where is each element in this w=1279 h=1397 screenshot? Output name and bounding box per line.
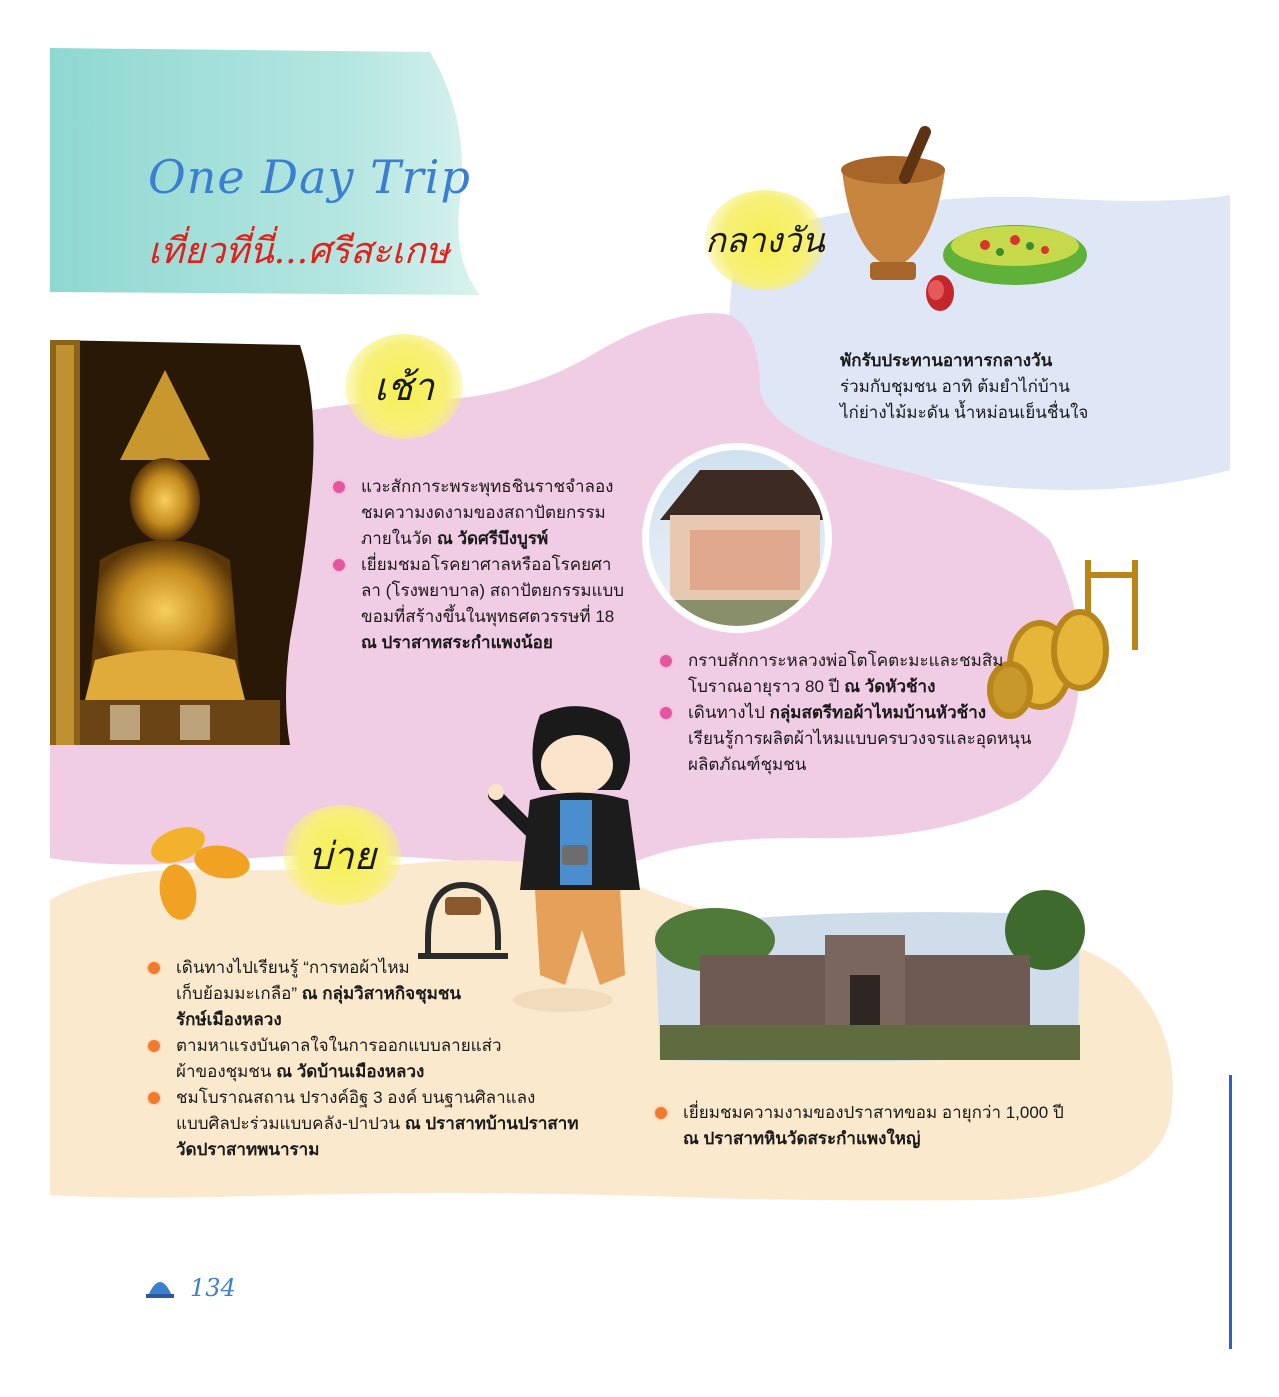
- afternoon-list: [148, 955, 598, 1163]
- place-name: รักษ์เมืองหลวง: [176, 1010, 282, 1029]
- item-line: ชมโบราณสถาน ปรางค์อิฐ 3 องค์ บนฐานศิลาแลง: [176, 1088, 536, 1107]
- item-text: ภายในวัด: [361, 529, 437, 548]
- item-line: ตามหาแรงบันดาลใจในการออกแบบลายแส่ว: [176, 1036, 502, 1055]
- place-name: ณ ปราสาทบ้านปราสาท: [404, 1114, 579, 1133]
- list-item: [660, 700, 1060, 778]
- item-text: โบราณอายุราว 80 ปี: [688, 677, 845, 696]
- place-name: วัดปราสาทพนาราม: [176, 1140, 320, 1159]
- place-name: ณ ปราสาทหินวัดสระกำแพงใหญ่: [683, 1129, 921, 1148]
- noon-label: กลางวัน: [705, 190, 825, 290]
- list-item: [660, 648, 1060, 700]
- list-item: [148, 1033, 598, 1085]
- list-item: [333, 474, 643, 552]
- chili-illustration: [926, 275, 954, 311]
- bullet-icon: [660, 707, 672, 719]
- bullet-icon: [660, 655, 672, 667]
- item-line: เรียนรู้การผลิตผ้าไหมแบบครบวงจรและอุดหนุน: [688, 729, 1032, 748]
- morning-label: เช้า: [345, 334, 463, 439]
- place-name: ณ วัดหัวช้าง: [844, 677, 936, 696]
- item-text: เดินทางไป: [688, 703, 770, 722]
- bullet-icon: [655, 1107, 667, 1119]
- item-line: [176, 1111, 598, 1137]
- item-line: [688, 700, 1060, 726]
- place-name: ณ วัดศรีบึงบูรพ์: [436, 529, 549, 548]
- item-line: [361, 526, 643, 552]
- list-item: [148, 955, 598, 1033]
- noon-heading: พักรับประทานอาหารกลางวัน: [840, 351, 1053, 370]
- item-line: [688, 674, 1060, 700]
- place-name: กลุ่มสตรีทอผ้าไหมบ้านหัวช้าง: [769, 703, 987, 722]
- page-subtitle: เที่ยวที่นี่...ศรีสะเกษ: [148, 231, 450, 272]
- list-item: [148, 1085, 598, 1163]
- afternoon-label: บ่าย: [283, 805, 401, 905]
- page-icon: [146, 1282, 174, 1298]
- bullet-icon: [333, 559, 345, 571]
- bullet-icon: [148, 1092, 160, 1104]
- buddha-photo: [50, 340, 314, 745]
- castle-photo: [655, 890, 1085, 1062]
- temple-list: [660, 648, 1060, 778]
- item-text: เก็บย้อมมะเกลือ”: [176, 984, 302, 1003]
- item-line: เยี่ยมชมอโรคยาศาลหรืออโรคยศา: [361, 555, 612, 574]
- place-name: ณ ปราสาทสระกำแพงน้อย: [361, 633, 553, 652]
- salad-illustration: [943, 225, 1087, 285]
- list-item: [655, 1100, 1075, 1152]
- item-text: แบบศิลปะร่วมแบบคลัง-ปาปวน: [176, 1114, 405, 1133]
- bullet-icon: [148, 1040, 160, 1052]
- noon-line-1: ร่วมกับชุมชน อาทิ ต้มยำไก่บ้าน: [840, 377, 1070, 396]
- morning-list: [333, 474, 643, 656]
- noon-line-2: ไก่ย่างไม้มะดัน น้ำหม่อนเย็นชื่นใจ: [840, 403, 1089, 422]
- item-line: ผลิตภัณฑ์ชุมชน: [688, 755, 807, 774]
- place-name: ณ กลุ่มวิสาหกิจชุมชน: [301, 984, 461, 1003]
- item-line: ขอมที่สร้างขึ้นในพุทธศตวรรษที่ 18: [361, 607, 615, 626]
- item-line: [176, 981, 598, 1007]
- item-line: แวะสักการะพระพุทธชินราชจำลอง: [361, 477, 614, 496]
- bullet-icon: [333, 481, 345, 493]
- item-line: ชมความงดงามของสถาปัตยกรรม: [361, 503, 606, 522]
- place-name: ณ วัดบ้านเมืองหลวง: [276, 1062, 425, 1081]
- item-line: กราบสักการะหลวงพ่อโตโคตะมะและชมสิม: [688, 651, 1004, 670]
- item-line: ลา (โรงพยาบาล) สถาปัตยกรรมแบบ: [361, 581, 625, 600]
- item-text: ผ้าของชุมชน: [176, 1062, 277, 1081]
- page-number: 134: [190, 1274, 236, 1302]
- list-item: [333, 552, 643, 656]
- item-line: [176, 1059, 598, 1085]
- item-line: เยี่ยมชมความงามของปราสาทขอม อายุกว่า 1,000 ปี: [683, 1103, 1064, 1122]
- noon-text: [840, 348, 1170, 426]
- item-line: เดินทางไปเรียนรู้ “การทอผ้าไหม: [176, 958, 410, 977]
- page-title: One Day Trip: [148, 150, 471, 204]
- edge-rule: [1229, 1075, 1232, 1349]
- bullet-icon: [148, 962, 160, 974]
- castle-list: [655, 1100, 1075, 1152]
